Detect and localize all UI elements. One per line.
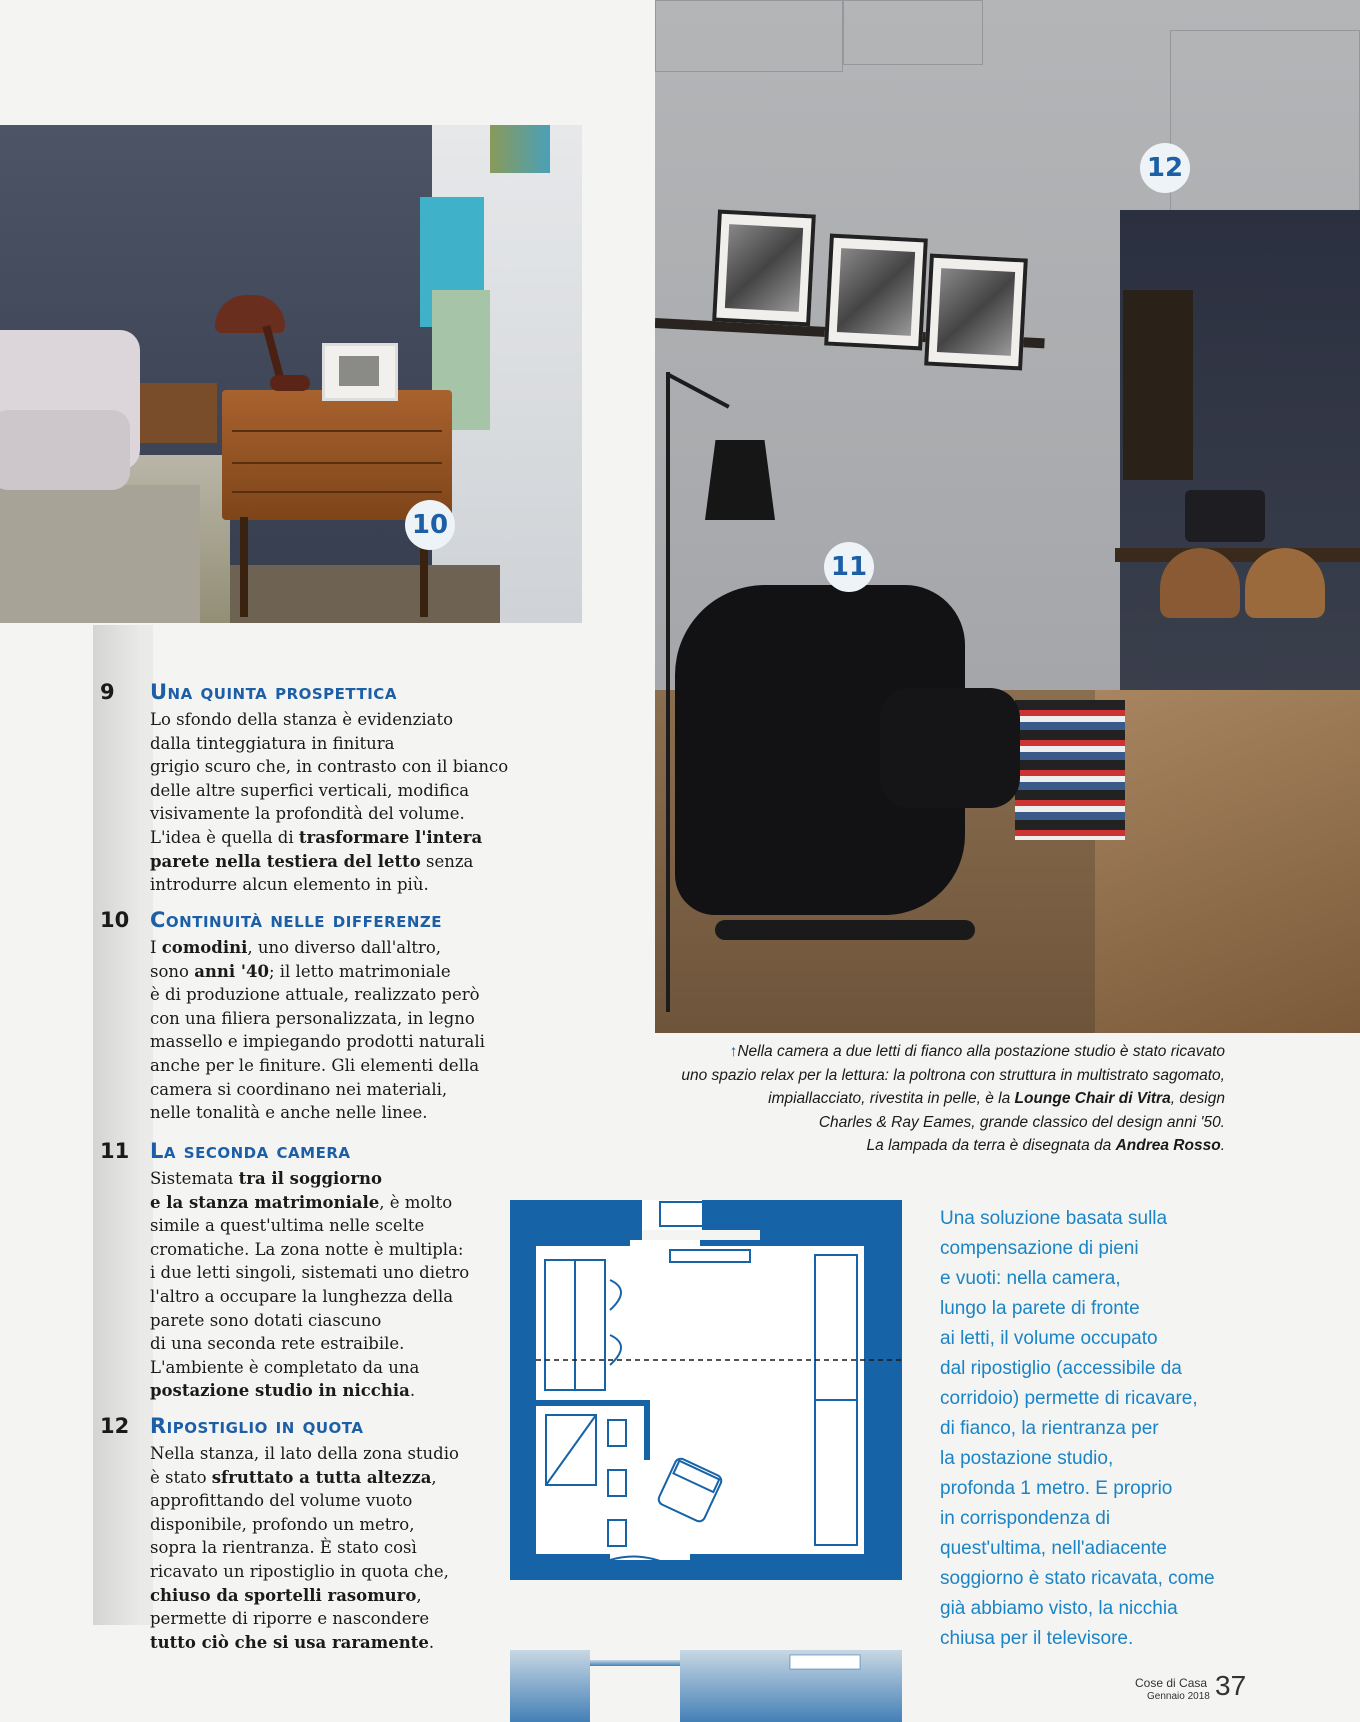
section-number: 12: [100, 1414, 130, 1438]
magazine-name: Cose di Casa: [1135, 1676, 1208, 1690]
photo-caption: [650, 1040, 1225, 1158]
section-12: [100, 1414, 560, 1654]
section-body: Lo sfondo della stanza è evidenziato dalla tinteggiatura in finitura grigio scuro che, in contrasto con il bianco delle altre superfici verticali, modifica visivamente la profondità del volume. L'idea è quella di trasformare l'intera parete nella testiera del letto senza introdurre alcun elemento in più.: [150, 710, 509, 895]
section-body: I comodini, uno diverso dall'altro, sono anni '40; il letto matrimoniale è di produzione attuale, realizzato però con una filiera personalizzata, in legno massello e impiegando prodotti naturali anche per le finiture. Gli elementi della camera si coordinano nei materiali, nelle tonalità e anche nelle linee.: [150, 938, 485, 1123]
caption-text: Nella camera a due letti di fianco alla postazione studio è stato ricavato uno spazio relax per la lettura: la poltrona con struttura in multistrato sagomato, impiallacciato, rivestita in pelle, è la Lounge Chair di Vitra, design Charles & Ray Eames, grande classico del design anni '50. La lampada da terra è disegnata da Andrea Rosso.: [681, 1043, 1225, 1155]
magazine-issue: Gennaio 2018: [1147, 1691, 1210, 1702]
section-heading: Ripostiglio in quota: [150, 1414, 364, 1438]
page-number: 37: [1215, 1670, 1247, 1701]
section-10: [100, 908, 560, 1128]
photo-nightstand: [0, 125, 582, 623]
floor-plan-continuation: [510, 1650, 902, 1722]
section-9: [100, 680, 560, 900]
floor-plan-note: Una soluzione basata sulla compensazione di pieni e vuoti: nella camera, lungo la parete di fronte ai letti, il volume occupato dal ripostiglio (accessibile da corridoio) permette di ricavare, di fianco, la rientranza per la postazione studio, profonda 1 metro. E proprio in corrispondenza di quest'ultima, nell'adiacente soggiorno è stato ricavata, come già abbiamo visto, la nicchia chiusa per il televisore.: [940, 1208, 1215, 1649]
section-11: [100, 1139, 560, 1399]
photo-tag-11: 11: [824, 542, 874, 592]
photo-lounge-chair: [655, 0, 1360, 1033]
photo-tag-10: 10: [405, 500, 455, 550]
section-heading: Continuità nelle differenze: [150, 908, 443, 932]
section-heading: La seconda camera: [150, 1139, 351, 1163]
section-heading: Una quinta prospettica: [150, 680, 397, 704]
section-number: 9: [100, 680, 115, 704]
section-number: 11: [100, 1139, 130, 1163]
floor-plan: [510, 1200, 902, 1580]
section-number: 10: [100, 908, 130, 932]
photo-tag-12: 12: [1140, 143, 1190, 193]
section-body: Sistemata tra il soggiorno e la stanza matrimoniale, è molto simile a quest'ultima nelle scelte cromatiche. La zona notte è multipla: i due letti singoli, sistemati uno dietro l'altro a occupare la lunghezza della parete sono dotati ciascuno di una seconda rete estraibile. L'ambiente è completato da una postazione studio in nicchia.: [150, 1169, 470, 1401]
section-body: Nella stanza, il lato della zona studio è stato sfruttato a tutta altezza, approfittando del volume vuoto disponibile, profondo un metro, sopra la rientranza. È stato così ricavato un ripostiglio in quota che, chiuso da sportelli rasomuro, permette di riporre e nascondere tutto ciò che si usa raramente.: [150, 1444, 459, 1652]
arrow-up-icon: ↑: [729, 1043, 738, 1060]
